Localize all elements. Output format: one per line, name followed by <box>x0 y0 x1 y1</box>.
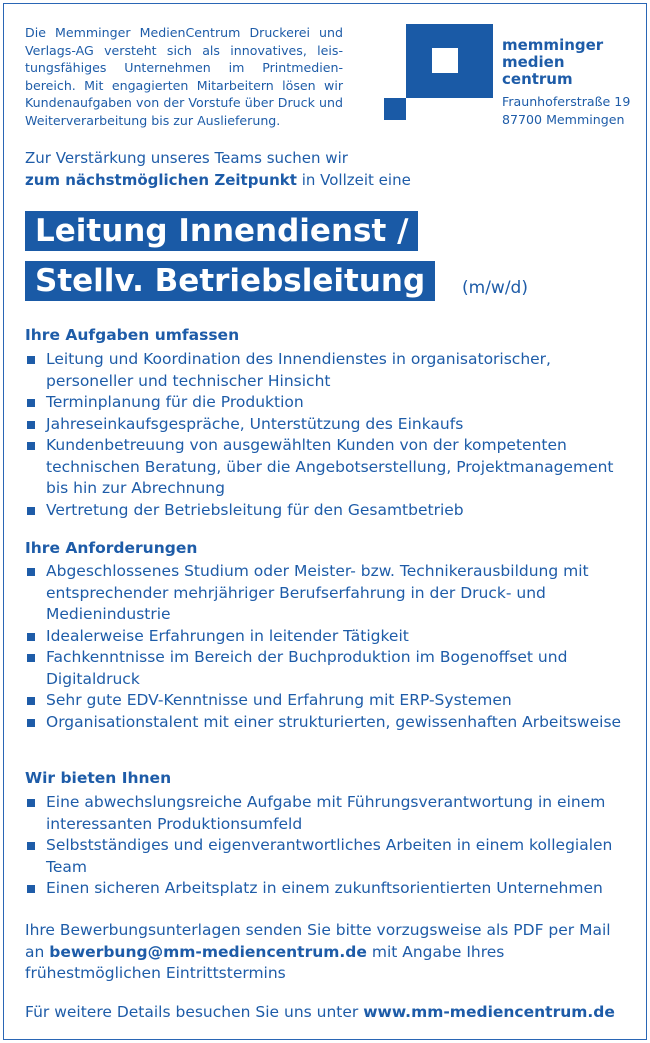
company-logo <box>384 24 492 120</box>
brand-line-2: medien <box>502 53 565 71</box>
list-item: Fachkenntnisse im Bereich der Buchproduktion im Bogenoffset und Digitaldruck <box>25 647 630 690</box>
lead-line-1: Zur Verstärkung unseres Teams suchen wir <box>25 149 348 167</box>
square-bullet-icon <box>27 442 35 450</box>
list-item: Sehr gute EDV-Kenntnisse und Erfahrung mit ERP-Systemen <box>25 690 630 712</box>
offer-list <box>25 792 630 900</box>
list-item: Terminplanung für die Produktion <box>25 392 630 414</box>
lead-rest: in Vollzeit eine <box>296 171 411 189</box>
logo-square-small <box>384 98 406 120</box>
square-bullet-icon <box>27 842 35 850</box>
list-item: Selbstständiges und eigenverantwortliches Arbeiten in einem kollegialen Team <box>25 835 630 878</box>
list-item: Eine abwechslungsreiche Aufgabe mit Führungsverantwortung in einem interessanten Produktionsumfeld <box>25 792 630 835</box>
list-item: Abgeschlossenes Studium oder Meister- bzw. Technikerausbildung mit entsprechender mehrjähriger Berufserfahrung in der Druck- und Medienindustrie <box>25 561 630 626</box>
list-item: Kundenbetreuung von ausgewählten Kunden von der kompetenten technischen Beratung, über die Angebotserstellung, Projektmanagement bis hin zur Abrechnung <box>25 435 630 500</box>
requirements-heading: Ihre Anforderungen <box>25 539 198 557</box>
list-item: Vertretung der Betriebsleitung für den Gesamtbetrieb <box>25 500 630 522</box>
application-email-link[interactable]: bewerbung@mm-mediencentrum.de <box>49 942 367 961</box>
list-item: Jahreseinkaufsgespräche, Unterstützung des Einkaufs <box>25 414 630 436</box>
square-bullet-icon <box>27 421 35 429</box>
offer-heading: Wir bieten Ihnen <box>25 769 172 787</box>
lead-text <box>25 147 625 191</box>
square-bullet-icon <box>27 697 35 705</box>
lead-line-2 <box>25 169 625 191</box>
square-bullet-icon <box>27 356 35 364</box>
address-city: 87700 Memmingen <box>502 111 625 127</box>
square-bullet-icon <box>27 799 35 807</box>
details-note: Für weitere Details besuchen Sie uns unter www.mm-mediencentrum.de <box>25 1003 615 1021</box>
gender-note: (m/w/d) <box>462 278 528 298</box>
company-intro: Die Memminger MedienCentrum Druckerei und Verlags-AG versteht sich als innovatives, leis-tungsfähiges Unternehmen im Printmedien-bereich. Mit engagierten Mitarbeitern lösen wir Kundenaufgaben von der Vorstufe über Druck und Weiterverarbeitung bis zur Auslieferung. <box>25 25 343 128</box>
square-bullet-icon <box>27 399 35 407</box>
list-item: Idealerweise Erfahrungen in leitender Tätigkeit <box>25 626 630 648</box>
list-item: Organisationstalent mit einer strukturierten, gewissenhaften Arbeitsweise <box>25 712 630 734</box>
address-street: Fraunhoferstraße 19 <box>502 94 631 109</box>
application-note: Ihre Bewerbungsunterlagen senden Sie bitte vorzugsweise als PDF per Mail an bewerbung@mm-mediencentrum.de mit Angabe Ihres frühestmöglichen Eintrittstermins <box>25 921 611 982</box>
square-bullet-icon <box>27 633 35 641</box>
tasks-heading: Ihre Aufgaben umfassen <box>25 326 240 344</box>
requirements-list <box>25 561 630 733</box>
square-bullet-icon <box>27 507 35 515</box>
job-title-line-1: Leitung Innendienst / <box>25 211 418 251</box>
list-item: Leitung und Koordination des Innendienstes in organisatorischer, personeller und technischer Hinsicht <box>25 349 630 392</box>
logo-square-inner <box>432 48 458 73</box>
square-bullet-icon <box>27 654 35 662</box>
list-item: Einen sicheren Arbeitsplatz in einem zukunftsorientierten Unternehmen <box>25 878 630 900</box>
square-bullet-icon <box>27 568 35 576</box>
company-address <box>502 93 630 128</box>
lead-bold: zum nächstmöglichen Zeitpunkt <box>25 171 297 189</box>
square-bullet-icon <box>27 719 35 727</box>
website-link[interactable]: www.mm-mediencentrum.de <box>363 1003 615 1021</box>
brand-name <box>502 37 603 88</box>
tasks-list <box>25 349 630 521</box>
brand-line-3: centrum <box>502 70 573 88</box>
job-title-line-2: Stellv. Betriebsleitung <box>25 261 435 301</box>
brand-line-1: memminger <box>502 36 604 54</box>
square-bullet-icon <box>27 885 35 893</box>
